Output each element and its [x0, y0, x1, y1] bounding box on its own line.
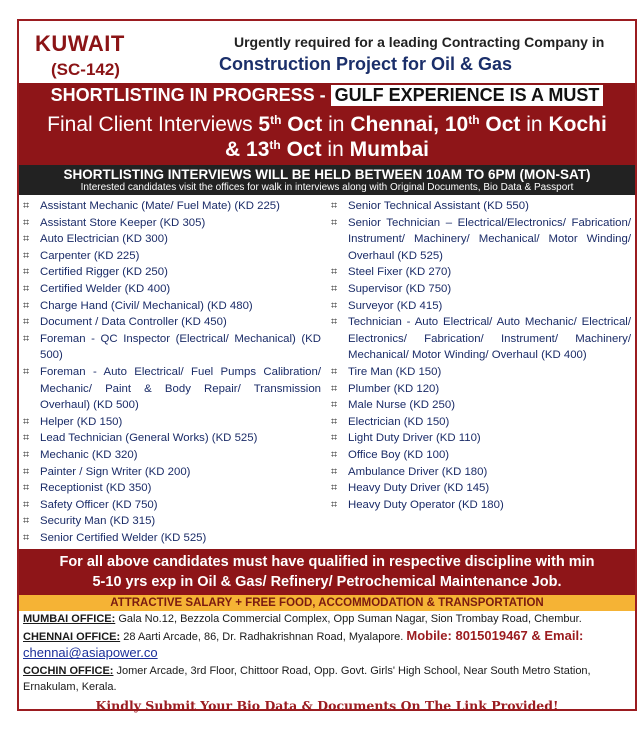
job-item — [331, 397, 631, 414]
job-item — [331, 264, 631, 281]
job-title: Foreman - QC Inspector (Electrical/ Mechanical) (KD 500) — [40, 332, 321, 362]
hash-bullet-icon: ⌗ — [331, 216, 338, 229]
job-title: Senior Technical Assistant (KD 550) — [348, 200, 529, 212]
interview-dates-banner — [19, 107, 635, 165]
job-item — [23, 198, 321, 215]
hash-bullet-icon: ⌗ — [331, 482, 338, 495]
job-item — [23, 480, 321, 497]
shortlisting-text: SHORTLISTING IN PROGRESS — [50, 84, 315, 105]
city-mumbai: Mumbai — [349, 138, 429, 161]
date-day: 5 — [258, 113, 271, 136]
interview-line-1 — [19, 112, 635, 137]
job-title: Charge Hand (Civil/ Mechanical) (KD 480) — [40, 299, 253, 312]
job-item — [331, 430, 631, 447]
job-item — [23, 530, 321, 547]
job-title: Surveyor (KD 415) — [348, 299, 443, 312]
reference-code: (SC-142) — [51, 60, 120, 79]
job-title: Document / Data Controller (KD 450) — [40, 316, 227, 329]
schedule-banner — [19, 165, 635, 195]
date-day: 10 — [444, 113, 469, 136]
date-suffix: th — [270, 113, 282, 127]
job-title: Heavy Duty Operator (KD 180) — [348, 498, 504, 511]
job-title: Office Boy (KD 100) — [348, 448, 450, 461]
job-title: Assistant Store Keeper (KD 305) — [40, 216, 206, 229]
hash-bullet-icon: ⌗ — [23, 316, 30, 329]
salary-banner: ATTRACTIVE SALARY + FREE FOOD, ACCOMMODATION & TRANSPORTATION — [19, 595, 635, 611]
job-item — [331, 447, 631, 464]
hash-bullet-icon: ⌗ — [331, 399, 338, 412]
job-title: Male Nurse (KD 250) — [348, 399, 455, 412]
job-title: Mechanic (KD 320) — [40, 448, 138, 461]
hash-bullet-icon: ⌗ — [331, 316, 338, 329]
job-item — [23, 430, 321, 447]
hash-bullet-icon: ⌗ — [331, 365, 338, 378]
ampersand: & — [225, 138, 241, 161]
schedule-hours: SHORTLISTING INTERVIEWS WILL BE HELD BETWEEN 10AM TO 6PM (MON-SAT) — [63, 167, 591, 182]
job-item — [23, 264, 321, 281]
cochin-office-label: COCHIN OFFICE: — [23, 664, 114, 677]
mumbai-office — [19, 611, 635, 628]
schedule-instructions: Interested candidates visit the offices for walk in interviews along with Original Documents, Bio Data & Passport — [80, 182, 574, 193]
hash-bullet-icon: ⌗ — [23, 249, 30, 262]
hash-bullet-icon: ⌗ — [23, 448, 30, 461]
job-item — [331, 198, 631, 215]
qualification-line-2: 5-10 yrs exp in Oil & Gas/ Refinery/ Petrochemical Maintenance Job. — [92, 574, 562, 591]
urgent-line: Urgently required for a leading Contracting Company in — [234, 34, 605, 50]
job-item — [331, 414, 631, 431]
hash-bullet-icon: ⌗ — [23, 531, 30, 544]
job-title: Certified Rigger (KD 250) — [40, 266, 168, 279]
job-item — [331, 480, 631, 497]
job-item — [23, 513, 321, 530]
interview-prefix: Final Client Interviews — [47, 113, 253, 136]
job-item — [331, 464, 631, 481]
hash-bullet-icon: ⌗ — [23, 200, 30, 212]
mumbai-office-label: MUMBAI OFFICE: — [23, 613, 116, 626]
project-title: Construction Project for Oil & Gas — [219, 54, 513, 74]
hash-bullet-icon: ⌗ — [331, 498, 338, 511]
job-item — [23, 248, 321, 265]
job-title: Security Man (KD 315) — [40, 515, 156, 528]
chennai-office-address: 28 Aarti Arcade, 86, Dr. Radhakrishnan Road, Myalapore. — [123, 630, 404, 643]
hash-bullet-icon: ⌗ — [23, 465, 30, 478]
gulf-experience-badge: GULF EXPERIENCE IS A MUST — [331, 85, 604, 106]
hash-bullet-icon: ⌗ — [331, 415, 338, 428]
hash-bullet-icon: ⌗ — [23, 282, 30, 295]
hash-bullet-icon: ⌗ — [331, 382, 338, 395]
contact-info: Mobile: 8015019467 & Email: — [406, 627, 584, 643]
job-title: Carpenter (KD 225) — [40, 249, 140, 262]
hash-bullet-icon: ⌗ — [331, 448, 338, 461]
hash-bullet-icon: ⌗ — [331, 465, 338, 478]
job-poster — [17, 19, 637, 711]
job-item — [23, 231, 321, 248]
hash-bullet-icon: ⌗ — [23, 332, 30, 345]
job-title: Foreman - Auto Electrical/ Fuel Pumps Calibration/ Mechanic/ Paint & Body Repair/ Transmission Overhaul) (KD 500) — [40, 365, 321, 412]
job-item — [331, 497, 631, 514]
job-item — [331, 281, 631, 298]
date-month: Oct — [286, 138, 322, 161]
job-item — [331, 381, 631, 398]
job-title: Helper (KD 150) — [40, 415, 123, 428]
job-title: Tire Man (KD 150) — [348, 365, 442, 378]
job-item — [23, 215, 321, 232]
job-title: Steel Fixer (KD 270) — [348, 266, 452, 279]
job-title: Auto Electrician (KD 300) — [40, 233, 168, 246]
hash-bullet-icon: ⌗ — [331, 299, 338, 312]
date-month: Oct — [287, 113, 323, 136]
job-title: Receptionist (KD 350) — [40, 482, 152, 495]
job-title: Light Duty Driver (KD 110) — [348, 432, 481, 445]
email-link[interactable]: chennai@asiapower.co — [23, 645, 158, 661]
hash-bullet-icon: ⌗ — [23, 482, 30, 495]
date-suffix: th — [269, 138, 281, 152]
job-item — [331, 314, 631, 364]
job-title: Plumber (KD 120) — [348, 382, 440, 395]
job-title: Senior Technician – Electrical/Electronics/ Fabrication/ Instrument/ Machinery/ Mechanical/ Motor Winding/ Overhaul (KD 525) — [348, 216, 631, 262]
job-item — [331, 298, 631, 315]
job-item — [23, 447, 321, 464]
job-column-right — [327, 198, 631, 546]
job-title: Supervisor (KD 750) — [348, 282, 452, 295]
poster-header — [19, 21, 635, 83]
country-title: KUWAIT — [35, 31, 125, 56]
date-in: in — [526, 113, 543, 136]
job-item — [331, 215, 631, 265]
job-list — [19, 195, 635, 546]
cochin-office-address: Jomer Arcade, 3rd Floor, Chittoor Road, Opp. Govt. Girls' High School, Near South Metro Station, Ernakulam, Kerala. — [23, 664, 591, 694]
shortlisting-separator: - — [319, 84, 326, 105]
job-item — [23, 281, 321, 298]
job-title: Certified Welder (KD 400) — [40, 282, 171, 295]
qualification-banner — [19, 549, 635, 595]
hash-bullet-icon: ⌗ — [23, 515, 30, 528]
job-title: Electrician (KD 150) — [348, 415, 450, 428]
hash-bullet-icon: ⌗ — [23, 432, 30, 445]
hash-bullet-icon: ⌗ — [331, 200, 338, 212]
interview-line-2 — [19, 137, 635, 162]
mumbai-office-address: Gala No.12, Bezzola Commercial Complex, Opp Suman Nagar, Sion Trombay Road, Chembur. — [118, 613, 582, 626]
job-item — [23, 464, 321, 481]
hash-bullet-icon: ⌗ — [23, 415, 30, 428]
chennai-office — [19, 628, 635, 663]
hash-bullet-icon: ⌗ — [331, 432, 338, 445]
city-kochi: Kochi — [548, 113, 607, 136]
job-title: Ambulance Driver (KD 180) — [348, 465, 488, 478]
job-column-left — [23, 198, 327, 546]
date-month: Oct — [485, 113, 521, 136]
submit-note: Kindly Submit Your Bio Data & Documents On The Link Provided! — [95, 697, 559, 713]
job-title: Lead Technician (General Works) (KD 525) — [40, 432, 258, 445]
shortlisting-banner — [19, 83, 635, 107]
job-title: Senior Certified Welder (KD 525) — [40, 531, 207, 544]
job-title: Technician - Auto Electrical/ Auto Mechanic/ Electrical/ Electronics/ Fabrication/ Instrument/ Machinery/ Mechanical/ Motor Winding/ Overhaul (KD 400) — [348, 316, 631, 362]
job-title: Safety Officer (KD 750) — [40, 498, 158, 511]
job-title: Heavy Duty Driver (KD 145) — [348, 482, 490, 495]
hash-bullet-icon: ⌗ — [331, 266, 338, 279]
hash-bullet-icon: ⌗ — [331, 282, 338, 295]
job-item — [23, 364, 321, 414]
hash-bullet-icon: ⌗ — [23, 365, 30, 378]
cochin-office — [19, 663, 635, 696]
qualification-line-1: For all above candidates must have qualified in respective discipline with min — [59, 554, 595, 571]
job-title: Assistant Mechanic (Mate/ Fuel Mate) (KD 225) — [40, 200, 280, 212]
date-suffix: th — [468, 113, 480, 127]
date-day: 13 — [246, 138, 270, 161]
job-item — [331, 364, 631, 381]
hash-bullet-icon: ⌗ — [23, 498, 30, 511]
hash-bullet-icon: ⌗ — [23, 266, 30, 279]
job-item — [23, 298, 321, 315]
date-in: in — [328, 113, 345, 136]
city-chennai: Chennai, — [350, 113, 440, 136]
date-in: in — [327, 138, 344, 161]
hash-bullet-icon: ⌗ — [23, 216, 30, 229]
chennai-office-label: CHENNAI OFFICE: — [23, 630, 121, 643]
hash-bullet-icon: ⌗ — [23, 233, 30, 246]
job-item — [23, 414, 321, 431]
job-title: Painter / Sign Writer (KD 200) — [40, 465, 191, 478]
job-item — [23, 497, 321, 514]
hash-bullet-icon: ⌗ — [23, 299, 30, 312]
job-item — [23, 314, 321, 331]
job-item — [23, 331, 321, 364]
